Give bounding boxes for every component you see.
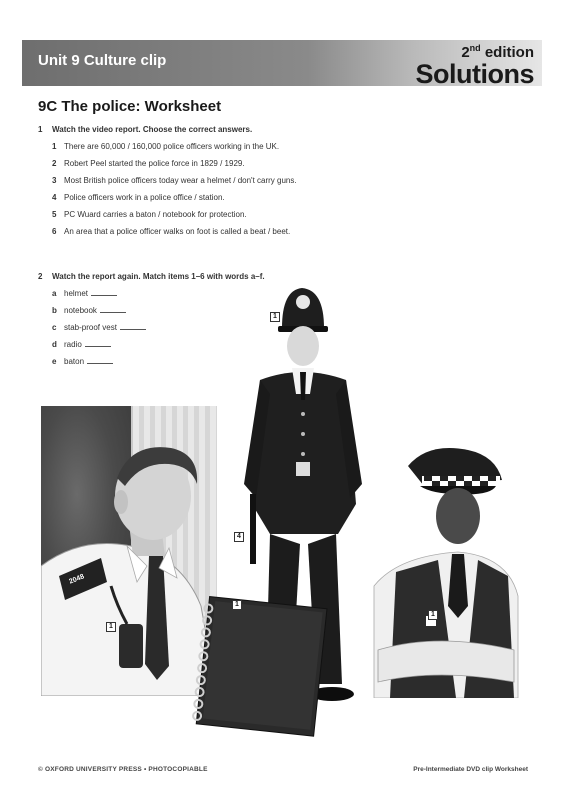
helmet-label: 1 bbox=[270, 312, 280, 322]
exercise-item: 2 Robert Peel started the police force in 1829 / 1929. bbox=[52, 159, 245, 168]
exercise-2-instruction: 2 Watch the report again. Match items 1–6 with words a–f. bbox=[38, 272, 265, 281]
match-item: a helmet bbox=[38, 289, 265, 298]
answer-blank[interactable] bbox=[85, 346, 111, 347]
match-item: e baton bbox=[38, 357, 265, 366]
worksheet-title: 9C The police: Worksheet bbox=[38, 98, 222, 115]
brand-name: Solutions bbox=[415, 59, 534, 89]
worksheet-page bbox=[22, 18, 542, 780]
vest-label: 1 bbox=[428, 610, 438, 620]
exercise-item: 6 An area that a police officer walks on foot is called a beat / beet. bbox=[52, 227, 291, 236]
exercise-item: 5 PC Wuard carries a baton / notebook for protection. bbox=[52, 210, 247, 219]
unit-title: Unit 9 Culture clip bbox=[38, 52, 167, 69]
shoulder-number: 2048 bbox=[68, 573, 86, 586]
exercise-1-instruction: 1 Watch the video report. Choose the correct answers. bbox=[38, 125, 253, 134]
answer-blank[interactable] bbox=[91, 295, 117, 296]
brand-logo bbox=[416, 44, 535, 88]
footer-level: Pre-Intermediate DVD clip Worksheet bbox=[413, 766, 528, 773]
notebook-label: 1 bbox=[232, 600, 242, 610]
exercise-item: 3 Most British police officers today wear a helmet / don't carry guns. bbox=[52, 176, 297, 185]
radio-label: 1 bbox=[106, 622, 116, 632]
vest-officer-illustration bbox=[368, 436, 520, 698]
exercise-item: 1 There are 60,000 / 160,000 police officers working in the UK. bbox=[52, 142, 280, 151]
answer-blank[interactable] bbox=[87, 363, 113, 364]
notebook-illustration bbox=[188, 592, 328, 752]
match-item: c stab-proof vest bbox=[38, 323, 265, 332]
footer-copyright: © OXFORD UNIVERSITY PRESS • PHOTOCOPIABLE bbox=[38, 766, 208, 773]
answer-blank[interactable] bbox=[120, 329, 146, 330]
exercise-item: 4 Police officers work in a police office / station. bbox=[52, 193, 225, 202]
baton-label: 4 bbox=[234, 532, 244, 542]
answer-blank[interactable] bbox=[100, 312, 126, 313]
match-item: d radio bbox=[38, 340, 265, 349]
exercise-1 bbox=[38, 125, 297, 236]
match-item: b notebook bbox=[38, 306, 265, 315]
edition-label: 2nd edition bbox=[461, 43, 534, 61]
